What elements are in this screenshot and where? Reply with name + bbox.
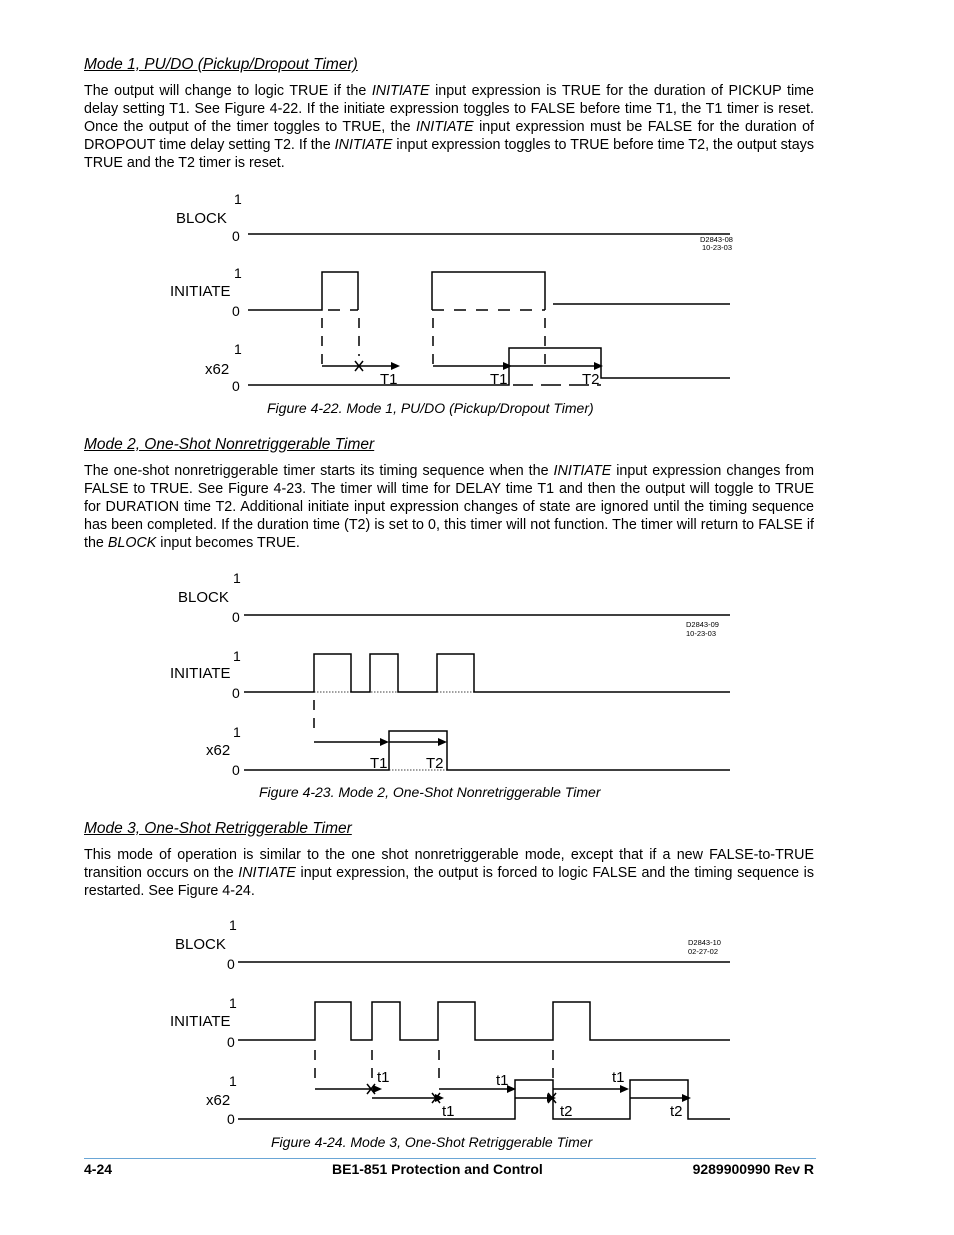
drawing-code: D2843-09: [686, 620, 719, 629]
reset-marks: [367, 1084, 556, 1103]
transition-guides: [322, 318, 545, 366]
initiate-waveform: [238, 1002, 730, 1040]
initiate-level-high: 1: [233, 648, 241, 664]
initiate-level-low: 0: [232, 685, 240, 701]
italic-term: BLOCK: [107, 535, 157, 551]
initiate-signal-label: INITIATE: [170, 665, 231, 682]
initiate-level-high: 1: [229, 995, 237, 1011]
drawing-code: D2843-10: [688, 938, 721, 947]
timer-label-t1: t1: [377, 1069, 390, 1086]
text-run: input expression is TRUE for the duration of PICKUP time delay setting T1. See Figure 4-22. If the initiate expression toggles to FALSE before time T1, the T1 timer is reset. Once the output of the timer toggles to TRUE, the: [84, 83, 814, 135]
timer-label-t1: T1: [380, 371, 398, 388]
initiate-waveform: [244, 654, 730, 692]
x62-level-high: 1: [229, 1073, 237, 1089]
text-run: input expression must be FALSE for the duration of DROPOUT time delay setting T2. If the: [84, 119, 814, 153]
x62-level-low: 0: [227, 1111, 235, 1127]
footer-manual-title: BE1-851 Protection and Control: [332, 1161, 543, 1177]
block-level-low: 0: [232, 228, 240, 244]
figure-caption-4-24: Figure 4-24. Mode 3, One-Shot Retriggerable Timer: [271, 1134, 593, 1150]
x62-level-high: 1: [233, 724, 241, 740]
timing-diagram-mode-1: [0, 180, 954, 395]
initiate-signal-label: INITIATE: [170, 283, 231, 300]
initiate-level-high: 1: [234, 265, 242, 281]
italic-term: INITIATE: [238, 865, 296, 881]
block-level-high: 1: [229, 917, 237, 933]
text-run: This mode of operation is similar to the one shot nonretriggerable mode, except that if a new FALSE-to-TRUE transition occurs on the: [84, 847, 814, 881]
arrow-heads: [373, 1085, 691, 1102]
text-run: input becomes TRUE.: [156, 535, 300, 551]
block-level-low: 0: [227, 956, 235, 972]
text-run: input expression changes from FALSE to TRUE. See Figure 4-23. The timer will time for DELAY time T1 and then the output will toggle to TRUE for DURATION time T2. Additional initiate input expression changes of state are ignored until the timing sequence has been completed. If the duration time (T2) is set to 0, this timer will not function. The timer will return to FALSE if the: [84, 463, 814, 551]
italic-term: INITIATE: [553, 463, 612, 479]
block-signal-label: BLOCK: [176, 210, 227, 227]
x62-signal-label: x62: [205, 361, 230, 378]
x62-signal-label: x62: [206, 742, 231, 759]
italic-term: INITIATE: [334, 137, 393, 153]
x62-signal-label: x62: [206, 1092, 231, 1109]
block-signal-label: BLOCK: [175, 936, 226, 953]
text-run: The one-shot nonretriggerable timer starts its timing sequence when the: [84, 463, 554, 479]
footer-rule: [84, 1158, 816, 1159]
text-run: input expression, the output is forced to logic FALSE and the timing sequence is restarted. See Figure 4-24.: [84, 865, 814, 899]
section-paragraph-mode-1: [84, 82, 814, 172]
timer-label-t2: T2: [426, 755, 444, 772]
figure-caption-4-22: Figure 4-22. Mode 1, PU/DO (Pickup/Dropout Timer): [267, 400, 594, 416]
x62-level-high: 1: [234, 341, 242, 357]
initiate-signal-label: INITIATE: [170, 1013, 231, 1030]
drawing-date: 10-23-03: [686, 629, 717, 638]
timer-label-t1: t1: [496, 1072, 509, 1089]
initiate-level-low: 0: [227, 1034, 235, 1050]
section-paragraph-mode-3: [84, 846, 814, 900]
section-heading-mode-2: Mode 2, One-Shot Nonretriggerable Timer: [84, 436, 375, 453]
x62-level-low: 0: [232, 762, 240, 778]
text-run: The output will change to logic TRUE if the: [84, 83, 372, 99]
timing-diagram-mode-2: [0, 560, 954, 780]
block-level-high: 1: [234, 191, 242, 207]
block-level-high: 1: [233, 570, 241, 586]
drawing-code: D2843-08: [700, 235, 733, 244]
timer-label-t2: T2: [582, 371, 600, 388]
x62-waveform: [238, 1080, 730, 1119]
text-run: input expression toggles to TRUE before time T2, the output stays TRUE and the T2 timer is reset.: [84, 137, 814, 171]
x62-level-low: 0: [232, 378, 240, 394]
timer-label-t2: t2: [670, 1103, 683, 1120]
drawing-date: 10-23-03: [702, 243, 733, 252]
section-paragraph-mode-2: [84, 462, 814, 552]
timer-label-t2: t2: [560, 1103, 573, 1120]
x62-waveform: [244, 731, 730, 770]
transition-guides: [315, 1050, 553, 1080]
italic-term: INITIATE: [371, 83, 430, 99]
block-level-low: 0: [232, 609, 240, 625]
drawing-date: 02-27-02: [688, 947, 719, 956]
timer-label-t1: T1: [490, 371, 508, 388]
figure-caption-4-23: Figure 4-23. Mode 2, One-Shot Nonretriggerable Timer: [259, 784, 601, 800]
timing-diagram-mode-3: [0, 910, 954, 1130]
footer-document-number: 9289900990 Rev R: [692, 1161, 814, 1177]
footer-page-number: 4-24: [84, 1161, 113, 1177]
timer-label-t1: T1: [370, 755, 388, 772]
initiate-level-low: 0: [232, 303, 240, 319]
italic-term: INITIATE: [415, 119, 474, 135]
timer-label-t1: t1: [612, 1069, 625, 1086]
section-heading-mode-3: Mode 3, One-Shot Retriggerable Timer: [84, 820, 352, 837]
timer-label-t1: t1: [442, 1103, 455, 1120]
initiate-waveform: [248, 272, 730, 310]
block-signal-label: BLOCK: [178, 589, 229, 606]
section-heading-mode-1: Mode 1, PU/DO (Pickup/Dropout Timer): [84, 56, 358, 73]
